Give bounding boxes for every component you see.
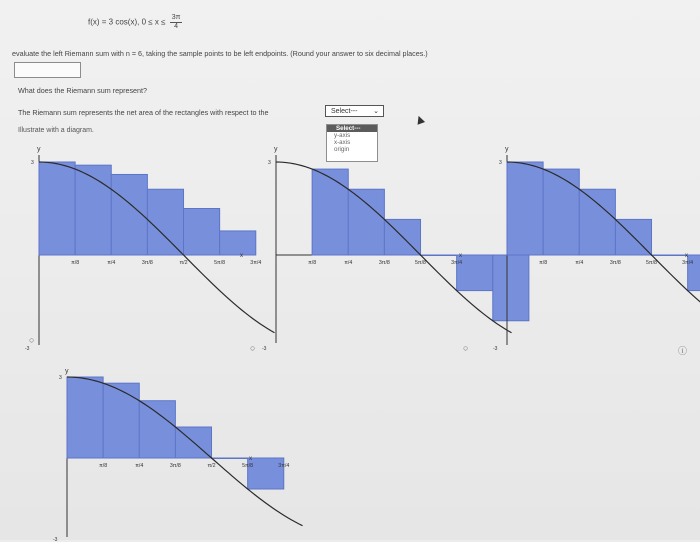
y-tick-3: 3 (499, 160, 502, 166)
x-axis-label: x (685, 253, 688, 259)
x-tick-label: 5π/8 (414, 260, 427, 266)
upper-bound-numerator: 3π (171, 14, 181, 21)
y-tick-3: 3 (59, 375, 62, 381)
y-tick-neg-3: -3 (25, 346, 30, 352)
axis-select[interactable] (325, 105, 384, 117)
x-tick-label: 3π/4 (451, 260, 463, 266)
x-tick-label: π/8 (71, 260, 80, 266)
problem-statement (88, 14, 182, 31)
x-tick-label: π/8 (539, 260, 548, 266)
mouse-cursor-icon (414, 115, 424, 125)
radio-option-b[interactable]: ○ (250, 343, 256, 353)
x-axis-label: x (240, 253, 243, 259)
x-tick-label: π/2 (179, 260, 188, 266)
select-value: Select--- (331, 108, 358, 115)
x-tick-label: 3π/4 (250, 260, 262, 266)
dropdown-option-x-axis[interactable]: x-axis (334, 139, 351, 146)
chevron-down-icon: ⌄ (373, 108, 379, 115)
x-tick-label: π/4 (575, 260, 584, 266)
riemann-rectangle (39, 162, 75, 255)
riemann-rectangle (67, 377, 103, 458)
riemann-rectangle (103, 383, 139, 458)
upper-bound-fraction (170, 14, 183, 31)
riemann-rectangle (652, 255, 688, 256)
y-axis-label: y (37, 146, 41, 153)
x-tick-label: 5π/8 (645, 260, 658, 266)
y-tick-3: 3 (268, 160, 271, 166)
radio-option-a[interactable]: ○ (29, 335, 35, 345)
riemann-chart-d[interactable] (30, 362, 290, 542)
y-tick-neg-3: -3 (262, 346, 267, 352)
instruction-text: evaluate the left Riemann sum with n = 6, taking the sample points to be left endpoints. (Round your answer to six decimal places.) (12, 49, 428, 58)
y-tick-neg-3: -3 (493, 346, 498, 352)
radio-option-c[interactable]: ○ (463, 343, 469, 353)
x-tick-label: 5π/8 (242, 463, 254, 469)
problem-function: f(x) = 3 cos(x), 0 ≤ x ≤ (88, 17, 166, 27)
riemann-rectangle (147, 189, 183, 255)
info-icon: ⓘ (678, 346, 688, 356)
dropdown-option-y-axis[interactable]: y-axis (334, 132, 351, 139)
riemann-rectangle (75, 165, 111, 255)
x-tick-label: 3π/8 (141, 260, 153, 266)
illustrate-label: Illustrate with a diagram. (18, 127, 94, 134)
riemann-chart-b[interactable] (250, 145, 463, 352)
x-tick-label: π/4 (107, 260, 116, 266)
x-tick-label: 3π/8 (169, 463, 181, 469)
x-axis-label: x (249, 456, 252, 462)
riemann-rectangle (579, 189, 615, 255)
dropdown-option-select[interactable]: Select--- (327, 125, 377, 132)
riemann-rectangle (421, 255, 457, 256)
y-axis-label: y (65, 368, 69, 375)
riemann-rectangle (184, 209, 220, 256)
upper-bound-denominator: 4 (174, 23, 179, 30)
x-tick-label: 3π/4 (682, 260, 694, 266)
x-tick-label: π/4 (344, 260, 353, 266)
answer-input[interactable] (14, 62, 81, 78)
riemann-rectangle (507, 162, 543, 255)
y-tick-neg-3: -3 (53, 537, 58, 542)
riemann-rectangle (212, 458, 248, 459)
y-axis-label: y (505, 146, 509, 153)
x-tick-label: 3π/4 (278, 463, 290, 469)
x-tick-label: π/4 (135, 463, 144, 469)
x-tick-label: 3π/8 (609, 260, 621, 266)
y-tick-3: 3 (31, 160, 34, 166)
x-tick-label: π/8 (308, 260, 317, 266)
x-tick-label: π/2 (207, 463, 216, 469)
riemann-chart-c[interactable] (478, 145, 694, 355)
x-tick-label: 5π/8 (214, 260, 226, 266)
riemann-question: What does the Riemann sum represent? (18, 86, 148, 95)
x-tick-label: 3π/8 (378, 260, 390, 266)
riemann-rectangle (139, 401, 175, 458)
riemann-rectangle (312, 169, 348, 255)
x-tick-label: π/8 (99, 463, 108, 469)
x-axis-label: x (459, 253, 462, 259)
riemann-rectangle (543, 169, 579, 255)
riemann-chart-a[interactable] (25, 145, 262, 355)
dropdown-option-origin[interactable]: origin (334, 146, 350, 153)
riemann-sentence: The Riemann sum represents the net area of the rectangles with respect to the (18, 108, 269, 117)
riemann-rectangle (348, 189, 384, 255)
y-axis-label: y (274, 146, 278, 153)
